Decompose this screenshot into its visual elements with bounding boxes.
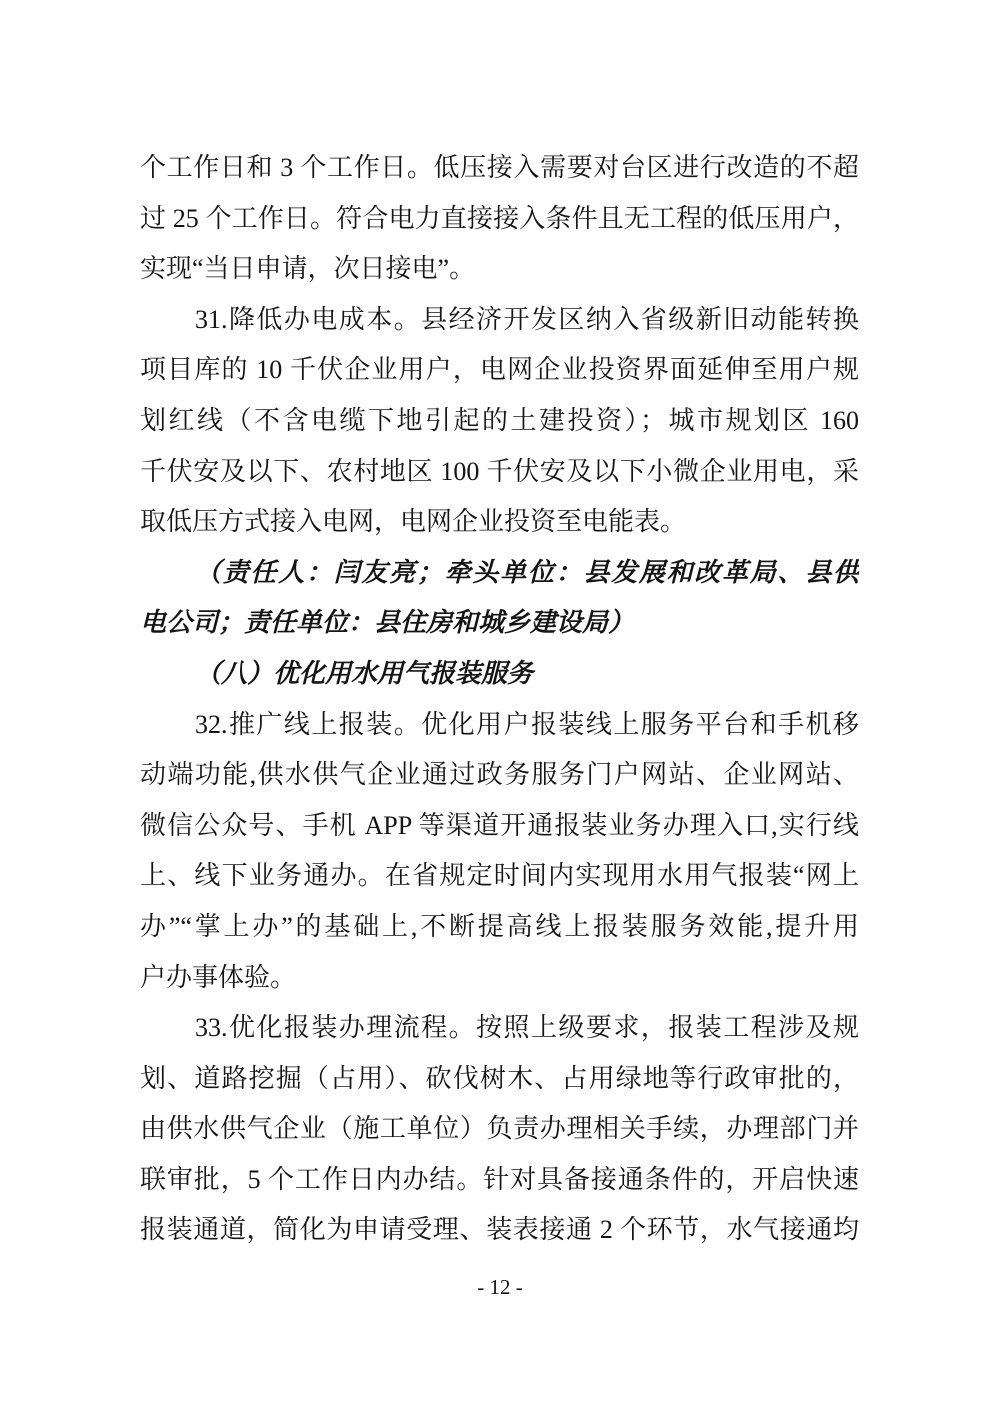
doc-line: 千伏安及以下、农村地区 100 千伏安及以下小微企业用电，采 [140,456,859,486]
doc-line: 上、线下业务通办。在省规定时间内实现用水用气报装“网上 [140,861,859,891]
doc-line: 办”“掌上办”的基础上,不断提高线上报装服务效能,提升用 [140,911,859,941]
section-heading: （八）优化用水用气报装服务 [195,658,534,688]
doc-line: 划、道路挖掘（占用）、砍伐树木、占用绿地等行政审批的， [140,1063,859,1093]
doc-line: 取低压方式接入电网，电网企业投资至电能表。 [140,507,687,537]
doc-line: 联审批，5 个工作日内办结。针对具备接通条件的，开启快速 [140,1164,859,1194]
doc-line: 报装通道，简化为申请受理、装表接通 2 个环节，水气接通均 [140,1215,859,1245]
doc-line: 32.推广线上报装。优化用户报装线上服务平台和手机移 [195,709,859,739]
document-body [140,143,859,1256]
doc-line: 33.优化报装办理流程。按照上级要求，报装工程涉及规 [195,1013,859,1043]
doc-line: 个工作日和 3 个工作日。低压接入需要对台区进行改造的不超 [140,153,859,182]
doc-line: 实现“当日申请，次日接电”。 [140,254,476,284]
doc-line: 31.降低办电成本。县经济开发区纳入省级新旧动能转换 [195,304,859,334]
doc-line: 户办事体验。 [140,962,297,992]
page-number: - 12 - [477,1275,523,1299]
responsibility-line: （责任人：闫友亮；牵头单位：县发展和改革局、县供 [195,557,859,587]
doc-line: 划红线（不含电缆下地引起的土建投资）；城市规划区 160 [140,405,859,435]
doc-line: 动端功能,供水供气企业通过政务服务门户网站、企业网站、 [140,760,859,790]
doc-line: 项目库的 10 千伏企业用户，电网企业投资界面延伸至用户规 [140,355,859,385]
responsibility-line: 电公司；责任单位：县住房和城乡建设局） [140,608,635,638]
doc-line: 由供水供气企业（施工单位）负责办理相关手续，办理部门并 [140,1114,859,1144]
doc-line: 过 25 个工作日。符合电力直接接入条件且无工程的低压用户， [140,203,859,233]
doc-line: 微信公众号、手机 APP 等渠道开通报装业务办理入口,实行线 [140,810,859,840]
